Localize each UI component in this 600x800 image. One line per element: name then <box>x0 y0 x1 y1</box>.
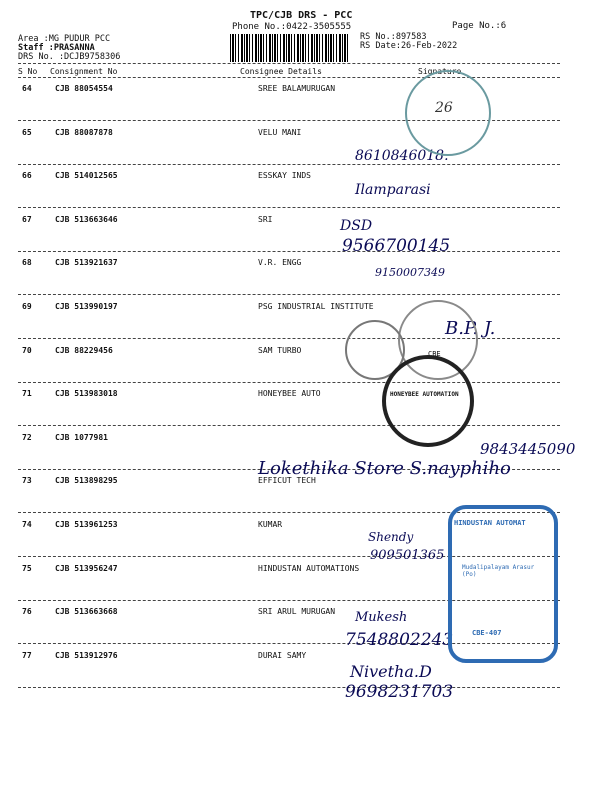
round-stamp <box>405 70 491 156</box>
row-consignee-name: SRI ARUL MURUGAN <box>258 607 336 617</box>
handwritten-note: Nivetha.D <box>350 662 432 681</box>
staff-label: Staff :PRASANNA <box>18 43 95 53</box>
row-serial-number: 77 <box>22 650 32 660</box>
handwritten-note: 9843445090 <box>480 440 576 458</box>
rs-number: RS No.:897583 <box>360 32 427 42</box>
row-consignee-name: HONEYBEE AUTO <box>258 389 321 399</box>
row-consignment-number: CJB 1077981 <box>55 432 108 442</box>
column-sno: S No <box>18 67 38 76</box>
row-consignee-name: SRI <box>258 214 273 224</box>
handwritten-note: 7548802243 <box>345 630 454 650</box>
handwritten-note: DSD <box>340 218 373 234</box>
row-consignment-number: CJB 513663668 <box>55 607 118 617</box>
handwritten-note: 909501365 <box>370 548 445 563</box>
row-serial-number: 75 <box>22 563 32 573</box>
honeybee-stamp-text: HONEYBEE AUTOMATION <box>390 391 459 398</box>
handwritten-note: Mukesh <box>355 610 408 625</box>
row-serial-number: 76 <box>22 607 32 617</box>
row-consignment-number: CJB 513983018 <box>55 389 118 399</box>
column-signature: Signature <box>418 67 462 76</box>
column-consignee: Consignee Details <box>240 67 322 76</box>
row-consignee-name: SREE BALAMURUGAN <box>258 84 336 93</box>
row-consignee-name: SAM TURBO <box>258 345 302 355</box>
row-serial-number: 74 <box>22 520 32 529</box>
row-serial-number: 73 <box>22 476 32 486</box>
row-serial-number: 71 <box>22 389 32 399</box>
row-consignee-name: HINDUSTAN AUTOMATIONS <box>258 563 360 573</box>
hindustan-stamp-address: Mudalipalayam Arasur (Po) <box>462 564 535 578</box>
row-consignment-number: CJB 88087878 <box>55 127 113 137</box>
row-consignment-number: CJB 88054554 <box>55 84 113 93</box>
row-divider <box>18 382 560 383</box>
handwritten-note: Ilamparasi <box>355 182 431 198</box>
row-serial-number: 72 <box>22 432 32 442</box>
document-title: TPC/CJB DRS - PCC <box>250 10 353 21</box>
handwritten-note: Shendy <box>368 530 414 544</box>
row-serial-number: 68 <box>22 258 32 268</box>
honeybee-stamp <box>382 355 474 447</box>
row-consignee-name: KUMAR <box>258 520 283 529</box>
column-divider <box>18 77 560 78</box>
row-serial-number: 69 <box>22 302 32 311</box>
row-consignment-number: CJB 514012565 <box>55 171 118 181</box>
row-divider <box>18 687 560 688</box>
row-serial-number: 70 <box>22 345 32 355</box>
row-serial-number: 66 <box>22 171 32 181</box>
area-label: Area :MG PUDUR PCC <box>18 34 111 44</box>
stamp-date: 26 <box>435 100 453 116</box>
row-divider <box>18 207 560 208</box>
row-serial-number: 65 <box>22 127 32 137</box>
header-divider <box>18 63 560 64</box>
row-consignee-name: PSG INDUSTRIAL INSTITUTE <box>258 302 374 311</box>
drs-number: DRS No. :DCJB9758306 <box>18 52 121 62</box>
row-consignee-name: DURAI SAMY <box>258 650 307 660</box>
row-divider <box>18 164 560 165</box>
row-serial-number: 64 <box>22 84 32 93</box>
handwritten-note: 9150007349 <box>375 266 445 279</box>
row-consignment-number: CJB 513990197 <box>55 302 118 311</box>
row-serial-number: 67 <box>22 214 32 224</box>
handwritten-note: Lokethika Store S.nayphiho <box>258 458 511 479</box>
row-consignment-number: CJB 88229456 <box>55 345 113 355</box>
column-consignment: Consignment No <box>50 67 118 76</box>
barcode <box>230 34 350 62</box>
row-consignment-number: CJB 513898295 <box>55 476 118 486</box>
handwritten-note: 9566700145 <box>342 236 451 256</box>
row-divider <box>18 251 560 252</box>
row-consignee-name: V.R. ENGG <box>258 258 302 268</box>
row-consignment-number: CJB 513961253 <box>55 520 118 529</box>
row-consignment-number: CJB 513663646 <box>55 214 118 224</box>
row-divider <box>18 425 560 426</box>
phone-number: Phone No.:0422-3505555 <box>232 22 352 32</box>
cbe-stamp-text: CBE <box>428 350 441 358</box>
rs-date: RS Date:26-Feb-2022 <box>360 41 458 51</box>
handwritten-note: B.P. J. <box>445 318 496 339</box>
row-consignment-number: CJB 513956247 <box>55 563 118 573</box>
row-consignee-name: VELU MANI <box>258 127 302 137</box>
hindustan-stamp-code: CBE-407 <box>472 629 502 637</box>
row-consignment-number: CJB 513921637 <box>55 258 118 268</box>
row-divider <box>18 294 560 295</box>
handwritten-note: 8610846018. <box>355 148 449 164</box>
page-number: Page No.:6 <box>452 21 507 31</box>
row-consignee-name: ESSKAY INDS <box>258 171 311 181</box>
hindustan-stamp <box>448 505 558 663</box>
row-consignee-name: EFFICUT TECH <box>258 476 316 486</box>
handwritten-note: 9698231703 <box>345 682 454 702</box>
row-consignment-number: CJB 513912976 <box>55 650 118 660</box>
hindustan-stamp-title: HINDUSTAN AUTOMAT <box>454 519 526 527</box>
